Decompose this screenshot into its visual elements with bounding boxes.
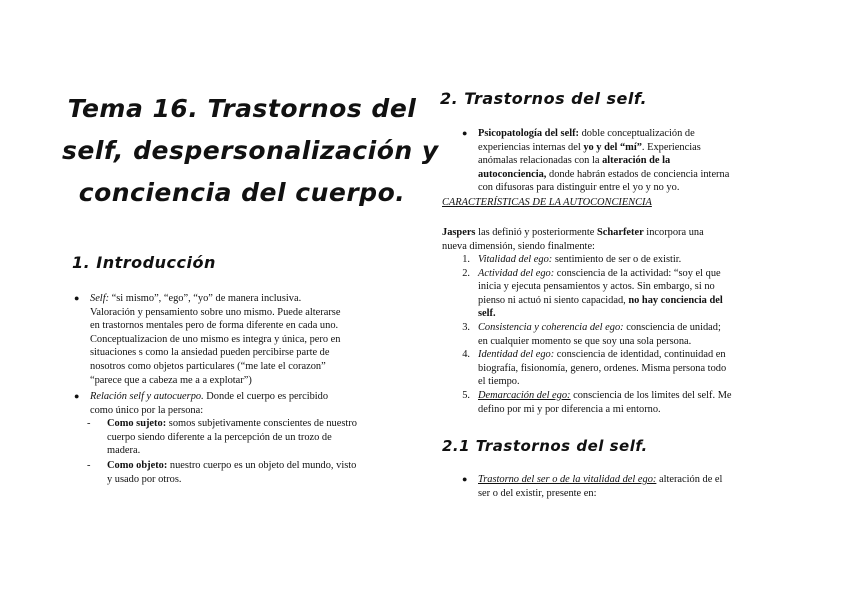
subject-label: Como sujeto: [107,418,167,429]
intro-relation-bullet [74,390,410,417]
bold-segment: autoconciencia, [478,168,547,180]
item-number: 5. [462,389,470,401]
text-segment: donde habrán estados de conciencia interna [546,168,730,180]
self-text-line: “parece que a cabeza me a a explotar”) [90,374,252,386]
vitalidad-label: Trastorno del ser o de la vitalidad del ego: [478,474,657,485]
title-line-2: self, despersonalización y [62,136,439,165]
item-text: consciencia de unidad; [623,321,721,333]
subject-text-line: madera. [107,445,141,457]
document-title [62,88,439,214]
list-item [462,321,798,348]
item-number: 4. [462,349,470,361]
trastornos-heading: 2. Trastornos del self. [440,89,648,108]
text-segment: . Experiencias [641,141,701,153]
item-text: consciencia de identidad, continuidad en [554,349,726,361]
item-text-line: en cualquier momento se que soy una sola persona. [478,335,692,347]
text-line: nueva dimensión, siendo finalmente: [442,240,595,252]
intro-self-bullet [74,292,410,387]
bullet-icon: ● [462,128,468,138]
psicopatologia-text: doble conceptualización de [579,128,695,139]
title-line-1: Tema 16. Trastornos del [67,94,417,123]
subject-text-line: cuerpo siendo diferente a la percepción de un trozo de [107,431,332,443]
item-text: sentimiento de ser o de existir. [552,254,682,265]
relation-text: Donde el cuerpo es percibido [203,391,329,402]
item-text-line: inicia y ejecuta pensamientos y actos. Sin embargo, si no [478,281,715,293]
text-segment: incorpora una [643,227,704,238]
item-number: 2. [462,267,470,279]
text-segment: anómalas relacionadas con la [478,155,603,167]
self-text-line: “si mismo”, “ego”, “yo” de manera inclusiva. [109,293,302,304]
jaspers-paragraph [442,226,782,253]
list-item [462,267,798,321]
object-text: nuestro cuerpo es un objeto del mundo, visto [167,460,357,471]
dash-icon: - [87,418,91,429]
bold-segment: self. [478,308,496,320]
bold-segment: no hay conciencia del [628,294,723,306]
intro-object-item [87,459,417,486]
item-text-line: biografía, fisionomía, genero, ordenes. Misma persona todo [478,362,727,374]
item-number: 3. [462,321,470,333]
scharfeter-name: Scharfeter [596,227,644,238]
bold-segment: yo y del “mí” [583,141,642,153]
psicopatologia-label: Psicopatología del self: [478,128,580,139]
dash-icon: - [87,460,91,471]
bullet-icon: ● [74,391,80,401]
intro-subject-item [87,417,417,458]
self-text-line: Conceptualizacion de uno mismo es integra y única, pero en [90,333,341,345]
vitalidad-text: alteración de el [656,474,723,485]
self-text-line: nosotros como objetos particulares (“me late el corazon” [90,360,326,372]
bullet-icon: ● [462,474,468,484]
item-label: Identidad del ego: [478,349,555,361]
vitalidad-bullet [462,473,798,500]
list-item [462,389,798,416]
autoconciencia-subheading: CARACTERÍSTICAS DE LA AUTOCONCIENCIA [442,197,652,208]
vitalidad-text-line: ser o del existir, presente en: [478,487,597,499]
psicopatologia-bullet [462,127,798,195]
title-line-3: conciencia del cuerpo. [78,178,406,207]
self-text-line: en trastornos mentales pero de forma diferente en cada uno. [90,320,339,332]
item-label: Demarcación del ego: [478,389,571,401]
item-text: consciencia de los limites del self. Me [570,389,732,401]
self-text-line: Valoración y pensamiento sobre uno mismo. Puede alterarse [90,306,341,318]
ego-characteristics-list [462,253,798,416]
item-label: Actividad del ego: [478,267,555,279]
text-segment: experiencias internas del [478,141,584,153]
relation-text-line: como único por la persona: [90,404,204,416]
subject-text: somos subjetivamente conscientes de nuestro [166,418,357,429]
list-item [462,348,798,389]
object-text-line: y usado por otros. [107,473,182,485]
self-text-line: situaciones s como la ansiedad pueden percibirse parte de [90,347,330,359]
item-text-line: defino por mi y por diferencia a mi entorno. [478,403,661,415]
item-text-line: el tiempo. [478,376,520,388]
trastornos-21-heading: 2.1 Trastornos del self. [442,437,648,455]
item-number: 1. [462,254,470,265]
self-label: Self: [90,293,110,304]
intro-heading: 1. Introducción [72,253,216,272]
text-line: con difusoras para distinguir entre el yo y no yo. [478,182,680,194]
jaspers-name: Jaspers [442,227,476,238]
item-label: Vitalidad del ego: [478,254,553,265]
item-text: pienso ni actuó ni siento capacidad, [478,294,629,306]
bullet-icon: ● [74,293,80,303]
list-item [462,253,798,267]
relation-label: Relación self y autocuerpo. [90,391,204,402]
text-segment: las definió y posteriormente [475,227,597,238]
item-text: consciencia de la actividad: “soy el que [554,267,721,279]
object-label: Como objeto: [107,460,168,471]
item-label: Consistencia y coherencia del ego: [478,321,624,333]
bold-segment: alteración de la [602,155,671,167]
